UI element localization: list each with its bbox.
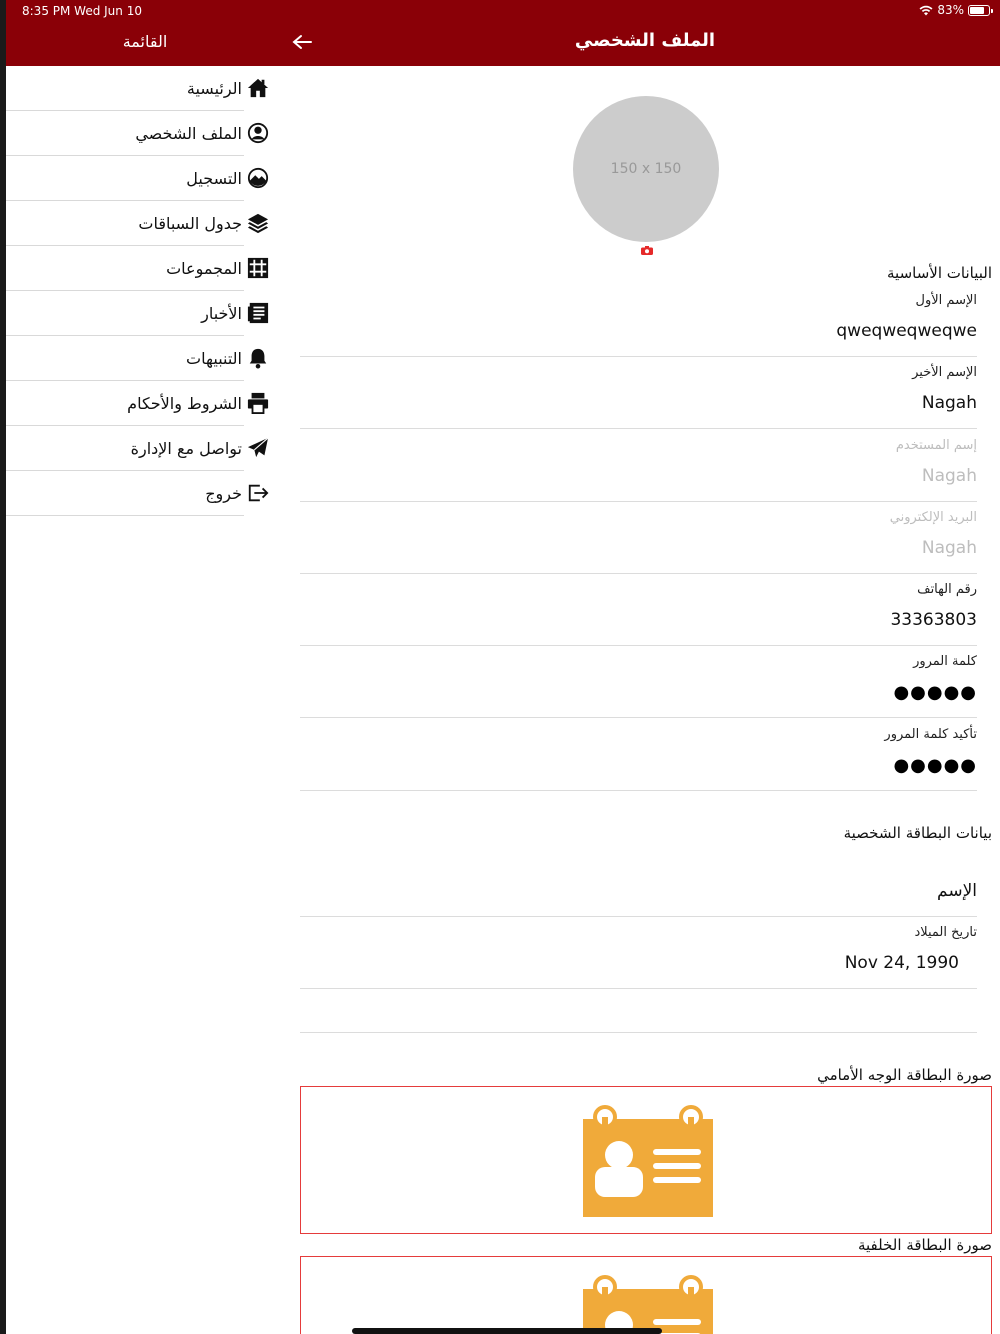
home-icon <box>246 76 270 100</box>
sidebar-item-label: الملف الشخصي <box>135 123 242 143</box>
first-name-value[interactable]: qweqweqweqwe <box>836 321 977 341</box>
confirm-password-value[interactable]: ●●●●● <box>893 755 977 776</box>
back-arrow-icon[interactable] <box>292 30 312 58</box>
phone-value[interactable]: 33363803 <box>890 610 977 630</box>
basic-info-title: البيانات الأساسية <box>887 264 992 282</box>
user-circle-icon <box>246 121 270 145</box>
menu-title: القائمة <box>122 32 168 51</box>
sidebar-item-label: تواصل مع الإدارة <box>130 438 242 458</box>
phone-field[interactable] <box>300 574 977 646</box>
field-label: كلمة المرور <box>913 654 977 669</box>
sidebar-item-logout[interactable] <box>6 471 244 516</box>
email-value: Nagah <box>921 538 977 558</box>
print-icon <box>246 391 270 415</box>
paper-plane-icon <box>246 436 270 460</box>
sidebar-item-label: الرئيسية <box>186 78 242 98</box>
back-card-upload[interactable] <box>300 1256 992 1334</box>
confirm-password-field[interactable] <box>300 719 977 791</box>
back-card-title: صورة البطاقة الخلفية <box>857 1236 992 1254</box>
grid-icon <box>246 256 270 280</box>
id-card-title: بيانات البطاقة الشخصية <box>843 824 992 842</box>
first-name-field[interactable] <box>300 285 977 357</box>
top-bar <box>0 0 1000 66</box>
id-name-field[interactable] <box>300 845 977 917</box>
id-card-icon <box>583 1275 713 1334</box>
device-edge <box>0 0 6 1334</box>
register-icon <box>246 166 270 190</box>
sidebar-item-groups[interactable] <box>6 246 244 291</box>
sidebar-item-label: المجموعات <box>166 258 242 278</box>
news-icon <box>246 301 270 325</box>
sidebar-item-terms[interactable] <box>6 381 244 426</box>
sidebar-item-label: جدول السباقات <box>138 213 242 233</box>
front-card-upload[interactable] <box>300 1086 992 1234</box>
birth-date-field[interactable] <box>300 917 977 989</box>
avatar-placeholder: 150 x 150 <box>610 161 682 177</box>
id-name-value[interactable]: الإسم <box>937 881 977 901</box>
sidebar-item-home[interactable] <box>6 66 244 111</box>
password-field[interactable] <box>300 646 977 718</box>
sidebar-item-label: التسجيل <box>186 168 242 188</box>
field-label: رقم الهاتف <box>917 582 977 597</box>
sidebar-item-label: التنبيهات <box>186 348 242 368</box>
password-value[interactable]: ●●●●● <box>893 682 977 703</box>
layers-icon <box>246 211 270 235</box>
last-name-field[interactable] <box>300 357 977 429</box>
bell-icon <box>246 346 270 370</box>
field-label: الإسم الأخير <box>912 365 977 380</box>
front-card-title: صورة البطاقة الوجه الأمامي <box>817 1066 992 1084</box>
battery-icon <box>968 5 990 16</box>
page-title: الملف الشخصي <box>574 30 716 51</box>
status-time: 8:35 PM Wed Jun 10 <box>22 4 142 18</box>
sidebar-item-races[interactable] <box>6 201 244 246</box>
wifi-icon <box>919 5 933 16</box>
avatar[interactable] <box>573 96 719 242</box>
field-label: تاريخ الميلاد <box>914 925 977 940</box>
field-label: تأكيد كلمة المرور <box>884 727 977 742</box>
home-indicator[interactable] <box>352 1328 662 1334</box>
status-indicators <box>919 3 990 17</box>
empty-row <box>300 989 977 1033</box>
sidebar-item-alerts[interactable] <box>6 336 244 381</box>
logout-icon <box>246 481 270 505</box>
field-label: البريد الإلكتروني <box>889 510 977 525</box>
camera-icon[interactable] <box>641 246 653 255</box>
sidebar-item-profile[interactable] <box>6 111 244 156</box>
sidebar-menu <box>6 66 274 516</box>
field-label: الإسم الأول <box>915 293 977 308</box>
sidebar-item-register[interactable] <box>6 156 244 201</box>
field-label: إسم المستخدم <box>895 438 977 453</box>
id-card-icon <box>583 1105 713 1217</box>
sidebar-item-news[interactable] <box>6 291 244 336</box>
sidebar-item-label: الشروط والأحكام <box>127 393 242 413</box>
sidebar-item-contact[interactable] <box>6 426 244 471</box>
email-field <box>300 502 977 574</box>
birth-date-value[interactable]: Nov 24, 1990 <box>844 953 959 973</box>
sidebar-item-label: خروج <box>205 483 242 503</box>
battery-percent: 83% <box>937 3 964 17</box>
sidebar-item-label: الأخبار <box>201 303 242 323</box>
username-field <box>300 430 977 502</box>
username-value: Nagah <box>921 466 977 486</box>
last-name-value[interactable]: Nagah <box>921 393 977 413</box>
